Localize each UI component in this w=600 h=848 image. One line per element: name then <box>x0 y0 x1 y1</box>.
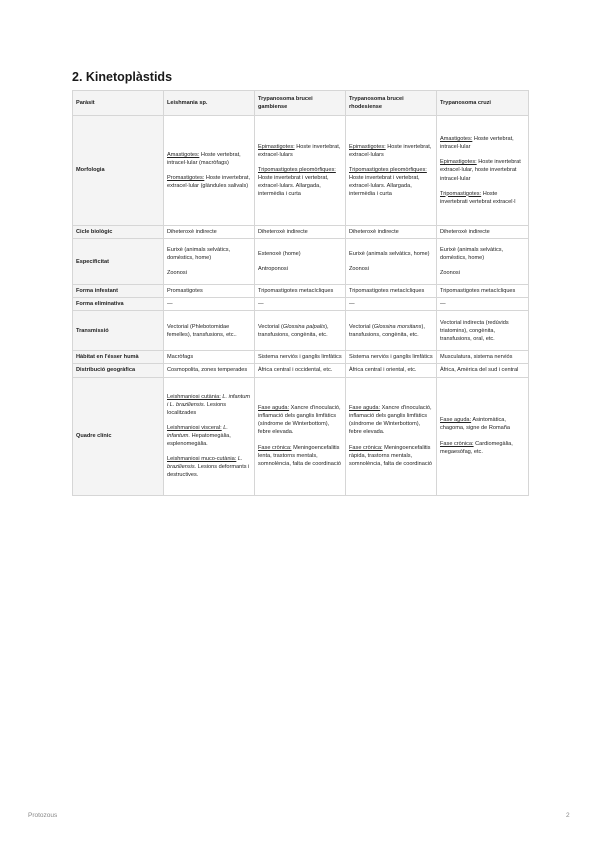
row-label: Forma eliminativa <box>73 298 164 311</box>
table-row <box>73 226 529 239</box>
table-cell: Sistema nerviós i ganglis limfàtics <box>255 351 346 364</box>
table-cell: Macròfags <box>164 351 255 364</box>
header-cell: Trypanosoma cruzi <box>437 91 529 116</box>
table-row <box>73 377 529 495</box>
table-cell: Cosmopolita, zones temperades <box>164 364 255 377</box>
header-cell: Trypanosoma brucei rhodesiense <box>346 91 437 116</box>
table-cell: Àfrica central i oriental, etc. <box>346 364 437 377</box>
kinetoplastids-table <box>72 90 529 496</box>
table-cell: Tripomastigotes metacícliques <box>255 285 346 298</box>
table-cell: Fase aguda: Xancre d'inoculació, inflamació dels ganglis limfàtics (síndrome de Winterbottom), febre elevada. Fase crònica: Meningoencefalitis lenta, trastorns mentals, somnolència, falta de coordinació <box>255 377 346 495</box>
table-cell: Diheteroxè indirecte <box>437 226 529 239</box>
table-cell: Promastigotes <box>164 285 255 298</box>
table-row <box>73 285 529 298</box>
table-cell: Epimastigotes: Hoste invertebrat, extracel·lulars Tripomastigotes pleomòrfiques: Hoste invertebrat i vertebrat, extracel·lulars. Allargada, intermèdia i curta <box>346 116 437 226</box>
table-cell: Vectorial (Glossina morsitans), transfusions, congènita, etc. <box>346 311 437 351</box>
table-cell: Àfrica, Amèrica del sud i central <box>437 364 529 377</box>
table-row <box>73 116 529 226</box>
table-cell: Vectorial (Glossina palpalis), transfusions, congènita, etc. <box>255 311 346 351</box>
table-cell: — <box>346 298 437 311</box>
table-cell: Musculatura, sistema nerviós <box>437 351 529 364</box>
table-row <box>73 298 529 311</box>
table-cell: Leishmaniosi cutània: L. infantum i L. braziliensis. Lesions localitzades Leishmaniosi visceral: L. infantum. Hepatomegàlia, esplenomegàlia. Leishmaniosi muco-cutània: L. braziliensis. Lesions deformants i destructives. <box>164 377 255 495</box>
table-cell: Eurixè (animals selvàtics, domèstics, home) Zoonosi <box>164 239 255 285</box>
table-cell: Diheteroxè indirecte <box>164 226 255 239</box>
row-label: Hàbitat en l'ésser humà <box>73 351 164 364</box>
page-number: 2 <box>566 812 570 819</box>
header-cell: Trypanosoma brucei gambiense <box>255 91 346 116</box>
row-label: Morfologia <box>73 116 164 226</box>
table-cell: Sistema nerviós i ganglis limfàtics <box>346 351 437 364</box>
table-cell: Epimastigotes: Hoste invertebrat, extracel·lulars Tripomastigotes pleomòrfiques: Hoste invertebrat i vertebrat, extracel·lulars. Allargada, intermèdia i curta <box>255 116 346 226</box>
table-cell: — <box>437 298 529 311</box>
table-cell: Amastigotes: Hoste vertebrat, intracel·lular Epimastigotes: Hoste invertebrat extracel·lular, hoste invertebrat intracel·lular Tripomastigotes: Hoste invertebrati vertebrat extracel·l <box>437 116 529 226</box>
table-cell: Diheteroxè indirecte <box>255 226 346 239</box>
table-cell: Fase aguda: Xancre d'inoculació, inflamació dels ganglis limfàtics (síndrome de Winterbottom), febre elevada. Fase crònica: Meningoencefalitis ràpida, trastorns mentals, somnolència, falta de coordinació <box>346 377 437 495</box>
table-cell: Tripomastigotes metacícliques <box>437 285 529 298</box>
table-cell: — <box>164 298 255 311</box>
row-label: Especificitat <box>73 239 164 285</box>
table-cell: Amastigotes: Hoste vertebrat, intracel·lular (macròfags) Promastigotes: Hoste invertebrat, extracel·lular (glàndules salivals) <box>164 116 255 226</box>
header-cell: Paràsit <box>73 91 164 116</box>
table-cell: Vectorial (Phlebotomidae femelles), transfusions, etc.. <box>164 311 255 351</box>
table-cell: Eurixè (animals selvàtics, home) Zoonosi <box>346 239 437 285</box>
row-label: Transmissió <box>73 311 164 351</box>
header-cell: Leishmania sp. <box>164 91 255 116</box>
table-cell: Vectorial indirecta (redúvids triatomins), congènita, transfusions, oral, etc. <box>437 311 529 351</box>
table-row <box>73 311 529 351</box>
table-row <box>73 239 529 285</box>
table-cell: Diheteroxè indirecte <box>346 226 437 239</box>
table-cell: Estenoxè (home) Antroponosi <box>255 239 346 285</box>
row-label: Cicle biològic <box>73 226 164 239</box>
table-row <box>73 364 529 377</box>
table-cell: Àfrica central i occidental, etc. <box>255 364 346 377</box>
row-label: Forma infestant <box>73 285 164 298</box>
table-cell: Tripomastigotes metacícliques <box>346 285 437 298</box>
table-cell: Fase aguda: Asintomàtica, chagoma, signe de Romaña Fase crònica: Cardiomegàlia, megaesòfag, etc. <box>437 377 529 495</box>
section-title: 2. Kinetoplàstids <box>72 70 173 84</box>
row-label: Distribució geogràfica <box>73 364 164 377</box>
footer-label: Protozous <box>28 812 58 819</box>
table-row <box>73 351 529 364</box>
table-header-row <box>73 91 529 116</box>
table-cell: — <box>255 298 346 311</box>
table-cell: Eurixè (animals selvàtics, domèstics, home) Zoonosi <box>437 239 529 285</box>
row-label: Quadre clínic <box>73 377 164 495</box>
